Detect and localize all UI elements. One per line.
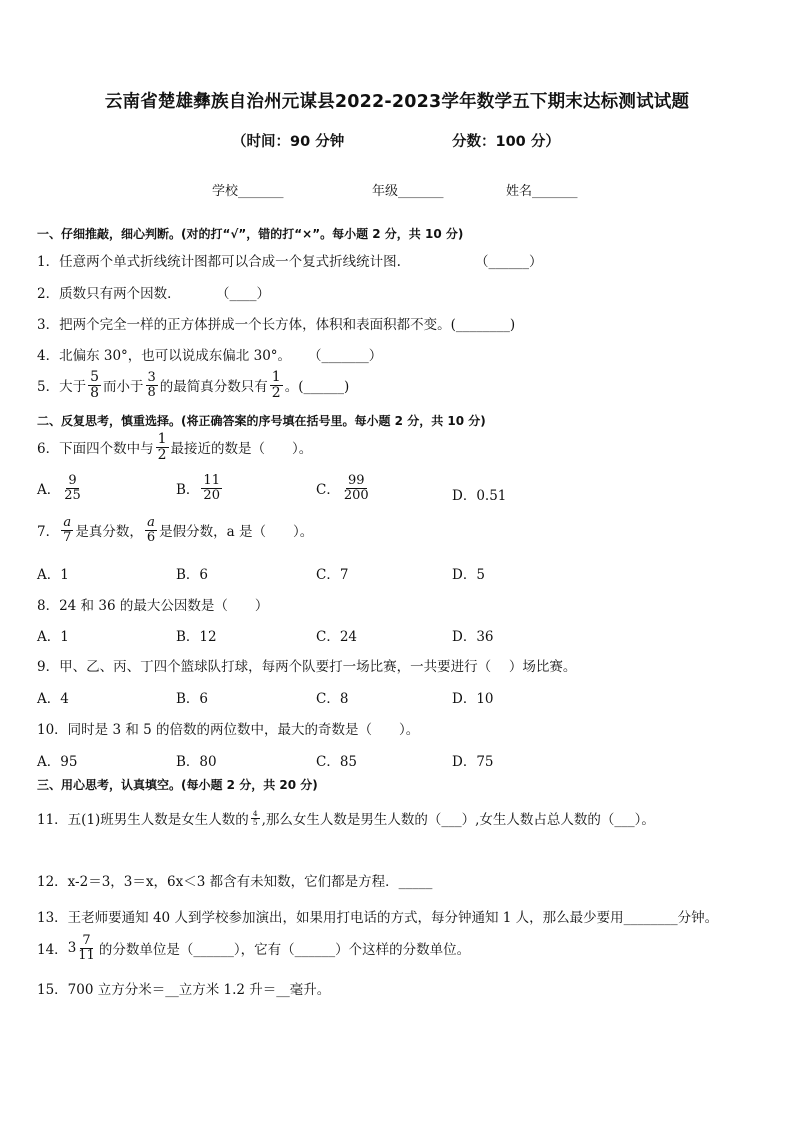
fraction-denominator: 25 bbox=[64, 487, 81, 503]
exam-score: 分数：100 分） bbox=[452, 134, 560, 150]
section-3-heading: 三、用心思考，认真填空。(每小题 2 分，共 20 分) bbox=[37, 778, 318, 792]
fraction-denominator: 8 bbox=[147, 384, 156, 400]
option-8c[interactable]: C．24 bbox=[316, 629, 358, 645]
fraction-denominator: 5 bbox=[252, 817, 258, 827]
section-1-heading: 一、仔细推敲，细心判断。(对的打“√”，错的打“×”。每小题 2 分，共 10 分) bbox=[37, 227, 464, 241]
fraction-denominator: 6 bbox=[146, 529, 156, 545]
question-7-text-b: 是真分数， bbox=[75, 524, 143, 541]
question-15[interactable]: 15．700 立方分米＝__立方米 1.2 升＝__毫升。 bbox=[37, 982, 331, 998]
fraction-7-11 bbox=[76, 934, 97, 962]
fraction-numerator: 1 bbox=[271, 369, 281, 385]
fraction-numerator: 4 bbox=[252, 808, 258, 818]
option-8a[interactable]: A．1 bbox=[37, 629, 69, 645]
fraction-numerator: 9 bbox=[68, 473, 77, 488]
fraction-denominator: 8 bbox=[90, 384, 100, 401]
question-5-text-c: 的最简真分数只有 bbox=[159, 379, 268, 396]
school-field[interactable]: 学校_______ bbox=[212, 184, 284, 199]
option-10c[interactable]: C．85 bbox=[316, 754, 358, 770]
page-title: 云南省楚雄彝族自治州元谋县2022-2023学年数学五下期末达标测试试题 bbox=[104, 92, 690, 112]
fraction-5-8 bbox=[88, 370, 101, 400]
option-7d[interactable]: D．5 bbox=[452, 567, 485, 583]
question-7 bbox=[37, 516, 313, 544]
question-2: 2．质数只有两个因数． bbox=[37, 286, 181, 302]
option-6a[interactable] bbox=[37, 474, 85, 502]
question-4: 4．北偏东 30°，也可以说成东偏北 30°。 bbox=[37, 348, 292, 364]
question-4-blank[interactable]: （_______） bbox=[308, 348, 383, 364]
option-6b[interactable] bbox=[176, 474, 224, 502]
option-10b[interactable]: B．80 bbox=[176, 754, 217, 770]
question-14-text-a: 14． bbox=[37, 942, 68, 959]
fraction-denominator: 2 bbox=[157, 446, 167, 463]
question-8: 8．24 和 36 的最大公因数是（ ） bbox=[37, 598, 269, 614]
fraction-numerator: 11 bbox=[203, 473, 220, 488]
option-7b[interactable]: B．6 bbox=[176, 567, 209, 583]
fraction-numerator: 1 bbox=[157, 431, 167, 447]
fraction-a-7 bbox=[61, 516, 73, 544]
option-8b[interactable]: B．12 bbox=[176, 629, 217, 645]
question-2-blank[interactable]: （____） bbox=[216, 286, 270, 302]
question-5-text-d[interactable]: 。(______) bbox=[284, 379, 350, 396]
option-value: 0.51 bbox=[476, 488, 507, 504]
question-5-text-b: 而小于 bbox=[103, 379, 144, 396]
fraction-3-8 bbox=[146, 371, 158, 399]
fraction-denominator: 200 bbox=[343, 487, 369, 503]
exam-time: （时间：90 分钟 bbox=[232, 134, 345, 150]
question-12[interactable]: 12．x-2＝3，3＝x，6x＜3 都含有未知数，它们都是方程．_____ bbox=[37, 874, 433, 890]
question-11-text-a: 11．五(1)班男生人数是女生人数的 bbox=[37, 812, 249, 828]
option-9b[interactable]: B．6 bbox=[176, 691, 209, 707]
question-6-text-a: 6．下面四个数中与 bbox=[37, 441, 154, 458]
question-13[interactable]: 13．王老师要通知 40 人到学校参加演出，如果用打电话的方式，每分钟通知 1 人，那么最少要用________分钟。 bbox=[37, 910, 719, 926]
option-9a[interactable]: A．4 bbox=[37, 691, 69, 707]
fraction-4-5 bbox=[251, 810, 260, 827]
fraction-denominator: 11 bbox=[78, 947, 95, 963]
fraction-1-2 bbox=[156, 432, 169, 462]
question-7-text-c: 是假分数，a 是（ ）。 bbox=[159, 524, 314, 541]
fraction-numerator: 3 bbox=[147, 370, 156, 386]
option-fraction bbox=[62, 474, 83, 502]
option-label: D． bbox=[452, 488, 477, 504]
question-3: 3．把两个完全一样的正方体拼成一个长方体，体积和表面积都不变。(________) bbox=[37, 317, 516, 333]
question-14-text-b[interactable]: 的分数单位是（______），它有（______）个这样的分数单位。 bbox=[98, 942, 471, 959]
option-fraction bbox=[201, 474, 222, 502]
fraction-numerator: a bbox=[147, 515, 155, 530]
fraction-denominator: 2 bbox=[271, 384, 281, 401]
question-1: 1．任意两个单式折线统计图都可以合成一个复式折线统计图. bbox=[37, 254, 401, 270]
question-10: 10．同时是 3 和 5 的倍数的两位数中，最大的奇数是（ ）。 bbox=[37, 722, 420, 738]
option-10d[interactable]: D．75 bbox=[452, 754, 494, 770]
option-6c[interactable] bbox=[316, 474, 373, 502]
fraction-a-6 bbox=[145, 516, 157, 544]
section-2-heading: 二、反复思考，慎重选择。(将正确答案的序号填在括号里。每小题 2 分，共 10 分) bbox=[37, 414, 486, 428]
question-11-text-b[interactable]: ,那么女生人数是男生人数的（___）,女生人数占总人数的（___）。 bbox=[261, 812, 655, 828]
fraction-denominator: 20 bbox=[203, 487, 220, 503]
question-6 bbox=[37, 432, 312, 462]
question-14 bbox=[37, 934, 470, 962]
question-5-text-a: 5．大于 bbox=[37, 379, 87, 396]
grade-field[interactable]: 年级_______ bbox=[372, 184, 444, 199]
question-7-text-a: 7． bbox=[37, 524, 60, 541]
option-fraction bbox=[342, 474, 371, 502]
mixed-number-integer: 3 bbox=[67, 940, 77, 957]
fraction-numerator: a bbox=[63, 515, 72, 530]
fraction-numerator: 5 bbox=[90, 369, 100, 385]
fraction-numerator: 99 bbox=[347, 473, 365, 488]
question-5 bbox=[37, 370, 349, 400]
question-1-blank[interactable]: （______） bbox=[475, 254, 543, 270]
question-6-text-b: 最接近的数是（ ）。 bbox=[170, 441, 313, 458]
fraction-numerator: 7 bbox=[82, 933, 91, 948]
option-7a[interactable]: A．1 bbox=[37, 567, 69, 583]
option-label: C． bbox=[316, 482, 340, 499]
question-9: 9．甲、乙、丙、丁四个篮球队打球，每两个队要打一场比赛，一共要进行（ ）场比赛。 bbox=[37, 659, 577, 675]
option-10a[interactable]: A．95 bbox=[37, 754, 78, 770]
name-field[interactable]: 姓名_______ bbox=[506, 184, 578, 199]
option-7c[interactable]: C．7 bbox=[316, 567, 349, 583]
option-8d[interactable]: D．36 bbox=[452, 629, 494, 645]
option-9d[interactable]: D．10 bbox=[452, 691, 494, 707]
option-label: A． bbox=[37, 482, 61, 499]
fraction-1-2 bbox=[270, 370, 283, 400]
option-9c[interactable]: C．8 bbox=[316, 691, 349, 707]
question-11 bbox=[37, 808, 655, 828]
fraction-denominator: 7 bbox=[63, 529, 72, 545]
option-6d[interactable] bbox=[452, 484, 506, 504]
option-label: B． bbox=[176, 482, 200, 499]
